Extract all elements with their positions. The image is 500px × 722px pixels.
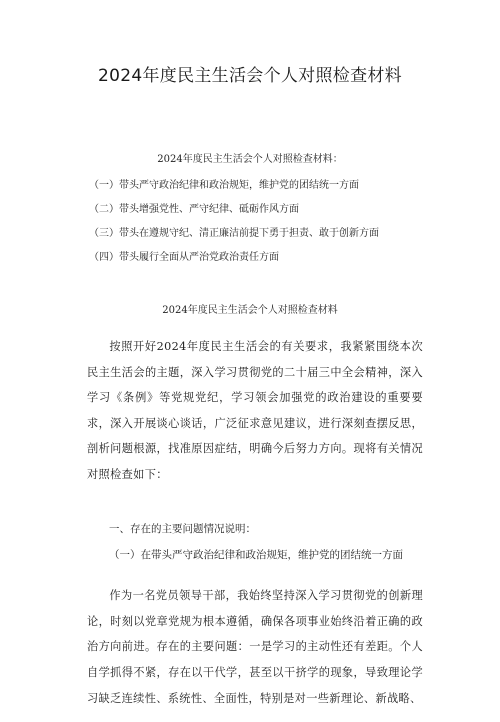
toc-heading: 2024年度民主生活会个人对照检查材料： (157, 154, 343, 165)
part-one-heading: 一、存在的主要问题情况说明： (109, 523, 256, 535)
section-title: 2024年度民主生活会个人对照检查材料 (162, 305, 338, 316)
intro-paragraph-block (87, 334, 423, 488)
intro-paragraph: 按照开好2024年度民主生活会的有关要求，我紧紧围绕本次民主生活会的主题，深入学习贯彻党的二十届三中全会精神，深入学习《条例》等党规党纪，学习领会加强党的政治建设的重要要求，深入开展谈心谈话，广泛征求意见建议，进行深刻查摆反思，剖析问题根源，找准原因症结，明确今后努力方向。现将有关情况对照检查如下： (87, 340, 423, 481)
toc-item-4: （四）带头履行全面从严治党政治责任方面 (89, 252, 279, 263)
paragraph-two: 作为一名党员领导干部，我始终坚持深入学习贯彻党的创新理论，时刻以党章党规为根本遵循，确保各项事业始终沿着正确的政治方向前进。存在的主要问题：一是学习的主动性还有差距。个人自学抓得不紧，存在以干代学，甚至以干挤学的现象，导致理论学习缺乏连续性、系统性、全面性，特别是对一些新理论、新战略、 (87, 589, 423, 705)
document-title: 2024年度民主生活会个人对照检查材料 (98, 66, 402, 86)
toc-item-1: （一）带头严守政治纪律和政治规矩，维护党的团结统一方面 (89, 180, 359, 191)
sub-heading-one: （一）在带头严守政治纪律和政治规矩，维护党的团结统一方面 (109, 549, 403, 561)
paragraph-two-block (87, 572, 423, 722)
toc-item-3: （三）带头在遵规守纪、清正廉洁前提下勇于担责、敢于创新方面 (89, 228, 379, 239)
toc-item-2: （二）带头增强党性、严守纪律、砥砺作风方面 (89, 204, 299, 215)
